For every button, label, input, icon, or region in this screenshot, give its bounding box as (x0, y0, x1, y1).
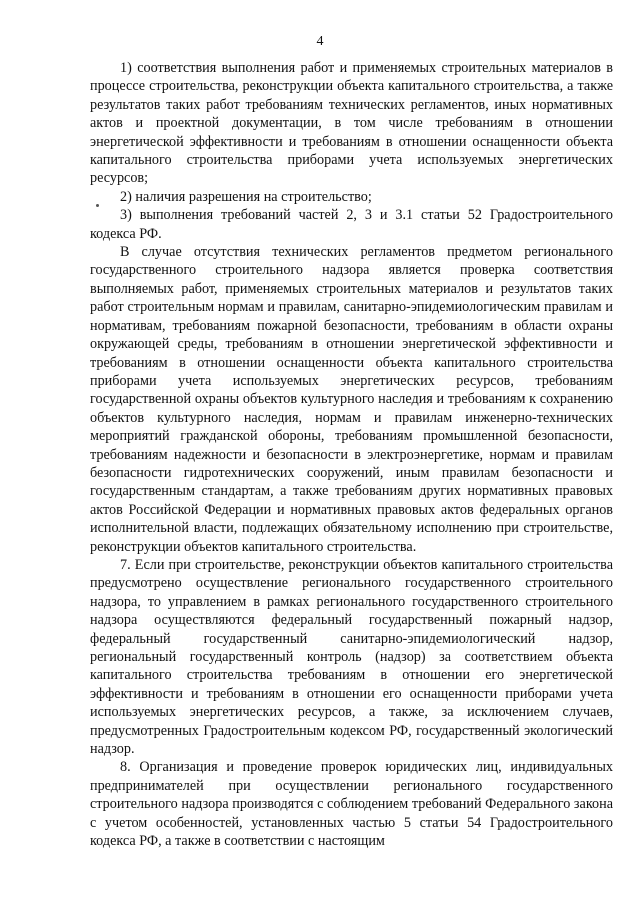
paragraph-8: 8. Организация и проведение проверок юридических лиц, индивидуальных предпринимателей при осуществлении регионального государственного строительного надзора производятся с соблюдением требований Федерального закона с учетом особенностей, установленных частью 5 статьи 54 Градостроительного кодекса РФ, а также в соответствии с настоящим (90, 759, 613, 850)
document-body (90, 59, 613, 850)
paragraph-no-regulations: В случае отсутствия технических регламентов предметом регионального государственного строительного надзора является проверка соответствия выполняемых работ, применяемых строительных материалов и результатов таких работ строительным нормам и правилам, санитарно-эпидемиологическим правилам и нормативам, требованиям пожарной безопасности, требованиям в области охраны окружающей среды, требованиям в отношении энергетической эффективности и требованиям в отношении оснащенности объекта капитального строительства приборами учета используемых энергетических ресурсов, требованиям государственной охраны объектов культурного наследия и требованиям к сохранению объектов культурного наследия, нормам и правилам инженерно-технических мероприятий гражданской обороны, требованиям промышленной безопасности, требованиям надежности и безопасности в электроэнергетике, нормам и правилам безопасности гидротехнических сооружений, иным правилам безопасности и государственным стандартам, а также требованиям других нормативных правовых актов Российской Федерации и нормативных правовых актов федеральных органов исполнительной власти, подлежащих обязательному исполнению при строительстве, реконструкции объектов капитального строительства. (90, 244, 613, 555)
paragraph-item-3: 3) выполнения требований частей 2, 3 и 3.1 статьи 52 Градостроительного кодекса РФ. (90, 207, 613, 242)
paragraph-7: 7. Если при строительстве, реконструкции объектов капитального строительства предусмотрено осуществление регионального государственного строительного надзора, то управлением в рамках регионального государственного строительного надзора осуществляются федеральный государственный пожарный надзор, федеральный государственный санитарно-эпидемиологический надзор, региональный государственный контроль (надзор) за соответствием объекта капитального строительства требованиям в отношении его энергетической эффективности и требованиям в отношении его оснащенности приборами учета используемых энергетических ресурсов, а также, за исключением случаев, предусмотренных Градостроительным кодексом РФ, государственный экологический надзор. (90, 556, 613, 758)
paragraph-item-1: 1) соответствия выполнения работ и применяемых строительных материалов в процессе строительства, реконструкции объекта капитального строительства, а также результатов таких работ требованиям технических регламентов, иных нормативных актов и проектной документации, в том числе требованиям в отношении энергетической эффективности и требованиям в отношении оснащенности объекта капитального строительства приборами учета используемых энергетических ресурсов; (90, 60, 613, 187)
paragraph-item-2: 2) наличия разрешения на строительство; (120, 188, 372, 205)
page-number: 4 (316, 34, 324, 49)
